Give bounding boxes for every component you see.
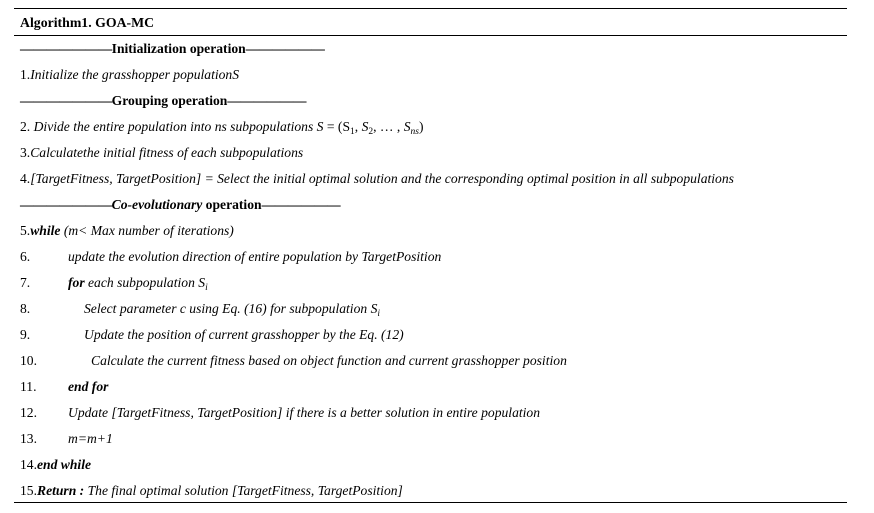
math-symbol: = ( <box>323 119 343 134</box>
step-6 <box>20 249 441 265</box>
step-number: 13. <box>20 431 37 446</box>
step-number: 6. <box>20 249 31 264</box>
step-15 <box>20 483 403 499</box>
algorithm-title: Algorithm1. GOA-MC <box>20 15 155 30</box>
math-subscript: ns <box>410 127 419 137</box>
top-rule <box>14 8 847 9</box>
math-subscript: 1 <box>350 127 355 137</box>
math-symbol: S <box>342 119 351 134</box>
step-text: Select parameter c using Eq. (16) for subpopulation S <box>84 301 378 316</box>
step-text: Initialize the grasshopper populationS <box>30 67 240 82</box>
step-text: each subpopulation S <box>84 275 206 290</box>
section-label: operation <box>202 197 262 212</box>
step-11 <box>20 379 108 395</box>
title-rule <box>14 35 847 36</box>
step-8 <box>20 301 380 317</box>
step-number: 3. <box>20 145 31 160</box>
subscript: i <box>377 309 381 319</box>
section-label-italic: Co-evolutionary <box>111 197 203 212</box>
step-text: Update [TargetFitness, TargetPosition] if there is a better solution in entire population <box>68 405 541 420</box>
keyword: end for <box>68 379 109 394</box>
dash-left: ——————— <box>20 197 112 212</box>
step-text: Calculate the current fitness based on object function and current grasshopper position <box>91 353 567 368</box>
dash-left: ——————— <box>20 93 112 108</box>
step-number: 5. <box>20 223 31 238</box>
step-10 <box>20 353 567 369</box>
keyword: Return : <box>37 483 85 498</box>
section-grouping <box>20 93 306 109</box>
step-number: 2. <box>20 119 31 134</box>
step-number: 11. <box>20 379 37 394</box>
math-symbol: , … , <box>373 119 404 134</box>
dash-right: —————— <box>227 93 306 108</box>
bottom-rule <box>14 502 847 503</box>
step-3 <box>20 145 303 161</box>
step-13 <box>20 431 113 447</box>
section-initialization <box>20 41 324 57</box>
step-number: 10. <box>20 353 37 368</box>
step-1 <box>20 67 239 83</box>
math-subscript: 2 <box>368 127 374 137</box>
math-symbol: S <box>316 119 324 134</box>
step-number: 8. <box>20 301 31 316</box>
step-7 <box>20 275 208 291</box>
step-number: 1. <box>20 67 31 82</box>
step-text: Divide the entire population into ns subpopulations <box>30 119 317 134</box>
step-number: 15. <box>20 483 37 498</box>
section-label: Initialization operation <box>111 41 246 56</box>
step-number: 4. <box>20 171 31 186</box>
step-text: [TargetFitness, TargetPosition] = Select the initial optimal solution and the corresponding optimal position in all subpopulations <box>30 171 734 186</box>
step-text: update the evolution direction of entire population by TargetPosition <box>68 249 442 264</box>
step-text: The final optimal solution [TargetFitness, TargetPosition] <box>84 483 403 498</box>
step-text: m=m+1 <box>68 431 113 446</box>
step-12 <box>20 405 540 421</box>
step-number: 14. <box>20 457 37 472</box>
step-14 <box>20 457 91 473</box>
math-symbol: ) <box>418 119 424 134</box>
keyword: for <box>68 275 85 290</box>
subscript: i <box>205 283 208 293</box>
math-symbol: , <box>354 119 362 134</box>
keyword: end while <box>37 457 92 472</box>
step-text: (m< Max number of iterations) <box>60 223 234 238</box>
step-number: 9. <box>20 327 31 342</box>
math-symbol: S <box>403 119 411 134</box>
keyword: while <box>30 223 61 238</box>
section-label: Grouping operation <box>111 93 228 108</box>
step-9 <box>20 327 404 343</box>
dash-left: ——————— <box>20 41 112 56</box>
step-text: Update the position of current grasshopper by the Eq. (12) <box>84 327 404 342</box>
math-symbol: S <box>361 119 369 134</box>
step-2 <box>20 119 424 135</box>
step-text: Calculatethe initial fitness of each subpopulations <box>30 145 304 160</box>
dash-right: —————— <box>245 41 325 56</box>
section-coevolutionary <box>20 197 340 213</box>
set-expression <box>316 119 424 137</box>
dash-right: —————— <box>261 197 341 212</box>
step-number: 7. <box>20 275 31 290</box>
step-number: 12. <box>20 405 37 420</box>
step-4 <box>20 171 734 187</box>
step-5 <box>20 223 234 239</box>
